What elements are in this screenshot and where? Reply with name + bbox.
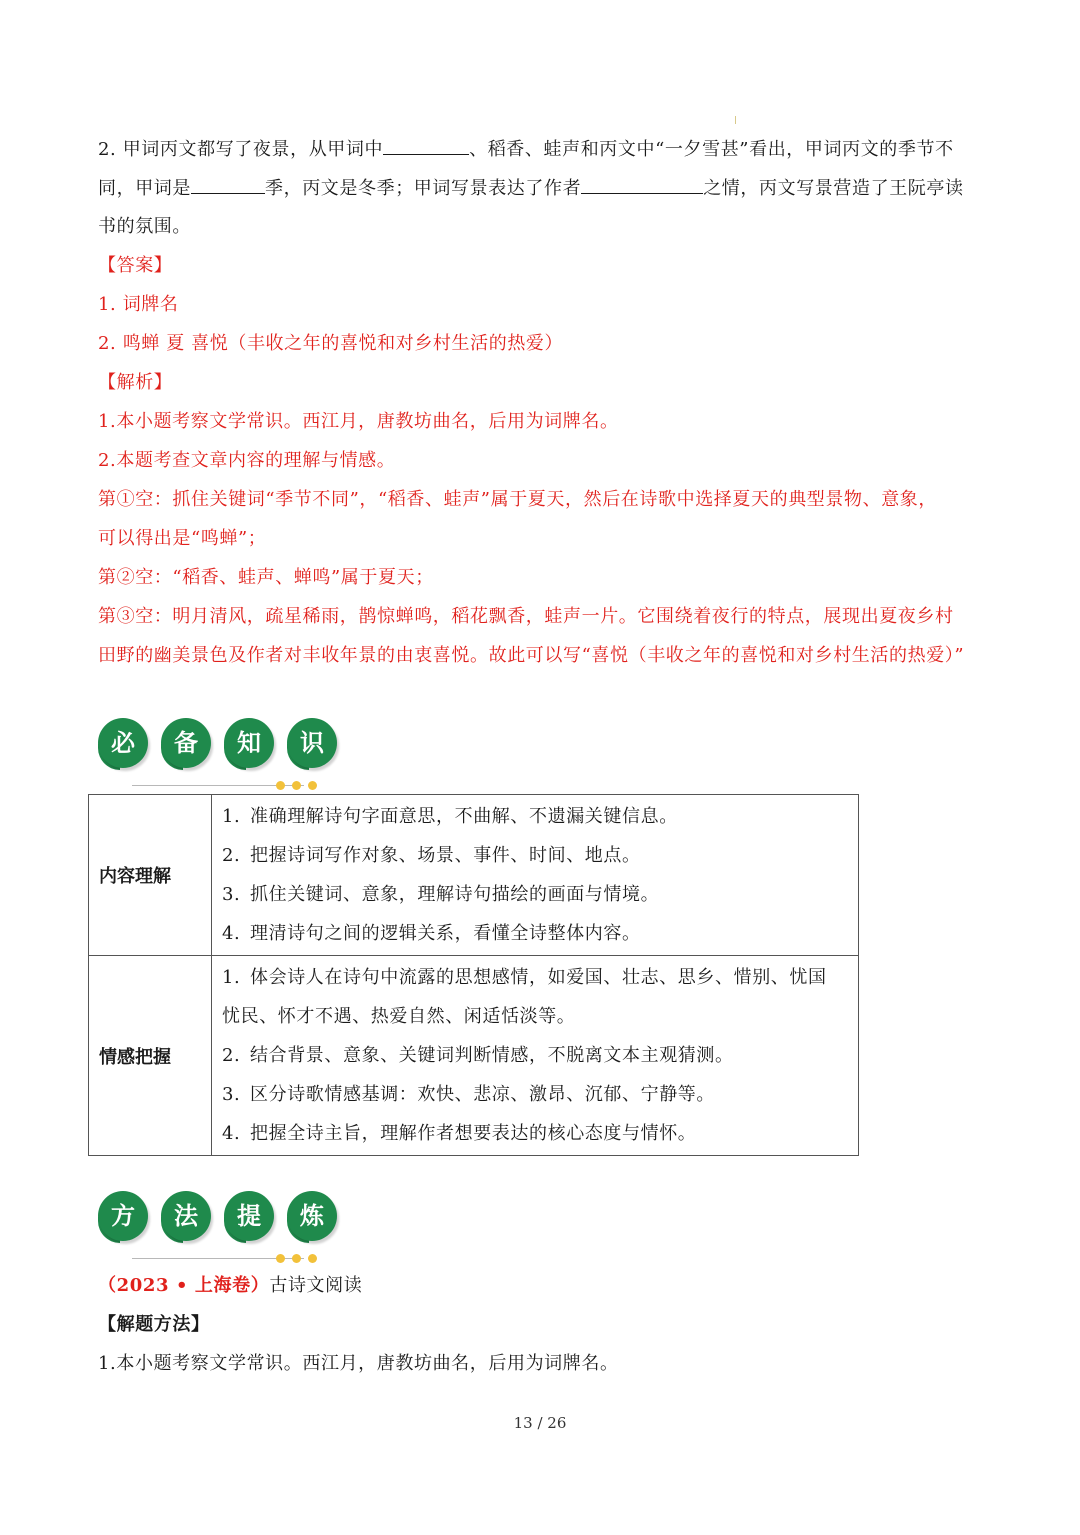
question-2-line-2: [98, 177, 964, 200]
example-title: 古诗文阅读: [269, 1275, 363, 1296]
fill-blank-1: [383, 138, 469, 155]
list-item: 忧民、怀才不遇、热爱自然、闲适恬淡等。: [222, 1006, 576, 1027]
dot-icon: [276, 1254, 285, 1263]
analysis-label: 【解析】: [98, 372, 173, 393]
example-source: （2023 • 上海卷）: [98, 1275, 270, 1296]
dot-icon: [276, 781, 285, 790]
list-item: 1. 体会诗人在诗句中流露的思想感情，如爱国、壮志、思乡、惜别、忧国: [222, 967, 827, 988]
table-row: [89, 956, 859, 1156]
knowledge-table: [88, 794, 859, 1156]
list-item: 2. 把握诗词写作对象、场景、事件、时间、地点。: [222, 845, 641, 866]
list-item: 1. 准确理解诗句字面意思，不曲解、不遗漏关键信息。: [222, 806, 678, 827]
section-char: 识: [287, 718, 337, 768]
list-item: 4. 把握全诗主旨，理解作者想要表达的核心态度与情怀。: [222, 1123, 697, 1144]
row-content: [212, 795, 859, 956]
dot-icon: [308, 1254, 317, 1263]
dot-icon: [308, 781, 317, 790]
analysis-line: 田野的幽美景色及作者对丰收年景的由衷喜悦。故此可以写“喜悦（丰收之年的喜悦和对乡村生活的热爱）”: [98, 645, 965, 666]
method-line: 1.本小题考察文学常识。西江月，唐教坊曲名，后用为词牌名。: [98, 1353, 619, 1374]
analysis-line: 第①空：抓住关键词“季节不同”，“稻香、蛙声”属于夏天，然后在诗歌中选择夏天的典型景物、意象，: [98, 489, 938, 510]
question-2-text: 季，丙文是冬季；甲词写景表达了作者: [265, 178, 582, 199]
analysis-line: 2.本题考查文章内容的理解与情感。: [98, 450, 396, 471]
page-number: 13 / 26: [513, 1414, 567, 1432]
method-label: 【解题方法】: [98, 1314, 210, 1335]
analysis-line: 第③空：明月清风，疏星稀雨，鹊惊蝉鸣，稻花飘香，蛙声一片。它围绕着夜行的特点，展现出夏夜乡村: [98, 606, 954, 627]
list-item: 2. 结合背景、意象、关键词判断情感，不脱离文本主观猜测。: [222, 1045, 734, 1066]
question-2-line-1: [98, 138, 954, 161]
question-2-text: 之情，丙文写景营造了王阮亭读: [703, 178, 964, 199]
section-char: 提: [224, 1191, 274, 1241]
section-char: 备: [161, 718, 211, 768]
list-item: 4. 理清诗句之间的逻辑关系，看懂全诗整体内容。: [222, 923, 641, 944]
example-heading: [98, 1275, 362, 1297]
question-2-text: 同，甲词是: [98, 178, 191, 199]
section-char: 知: [224, 718, 274, 768]
question-2-line-3: 书的氛围。: [98, 216, 191, 237]
section-header-method-refinement: [98, 1191, 358, 1281]
analysis-line: 第②空：“稻香、蛙声、蝉鸣”属于夏天；: [98, 567, 434, 588]
question-2-text: 、稻香、蛙声和丙文中“一夕雪甚”看出，甲词丙文的季节不: [469, 139, 954, 160]
section-char: 方: [98, 1191, 148, 1241]
section-char: 炼: [287, 1191, 337, 1241]
list-item: 3. 区分诗歌情感基调：欢快、悲凉、激昂、沉郁、宁静等。: [222, 1084, 715, 1105]
list-item: 3. 抓住关键词、意象，理解诗句描绘的画面与情境。: [222, 884, 660, 905]
section-char: 必: [98, 718, 148, 768]
analysis-line: 1.本小题考察文学常识。西江月，唐教坊曲名，后用为词牌名。: [98, 411, 619, 432]
dot-icon: [292, 1254, 301, 1263]
section-char: 法: [161, 1191, 211, 1241]
fill-blank-3: [581, 177, 703, 194]
analysis-line: 可以得出是“鸣蝉”；: [98, 528, 267, 549]
dot-icon: [292, 781, 301, 790]
answer-1: 1. 词牌名: [98, 294, 179, 315]
question-2-text: 2. 甲词丙文都写了夜景，从甲词中: [98, 139, 384, 160]
stray-mark: [735, 116, 736, 124]
answer-label: 【答案】: [98, 255, 173, 276]
fill-blank-2: [191, 177, 265, 194]
answer-2: 2. 鸣蝉 夏 喜悦（丰收之年的喜悦和对乡村生活的热爱）: [98, 333, 564, 354]
row-header: 情感把握: [89, 956, 212, 1156]
row-header: 内容理解: [89, 795, 212, 956]
table-row: [89, 795, 859, 956]
row-content: [212, 956, 859, 1156]
